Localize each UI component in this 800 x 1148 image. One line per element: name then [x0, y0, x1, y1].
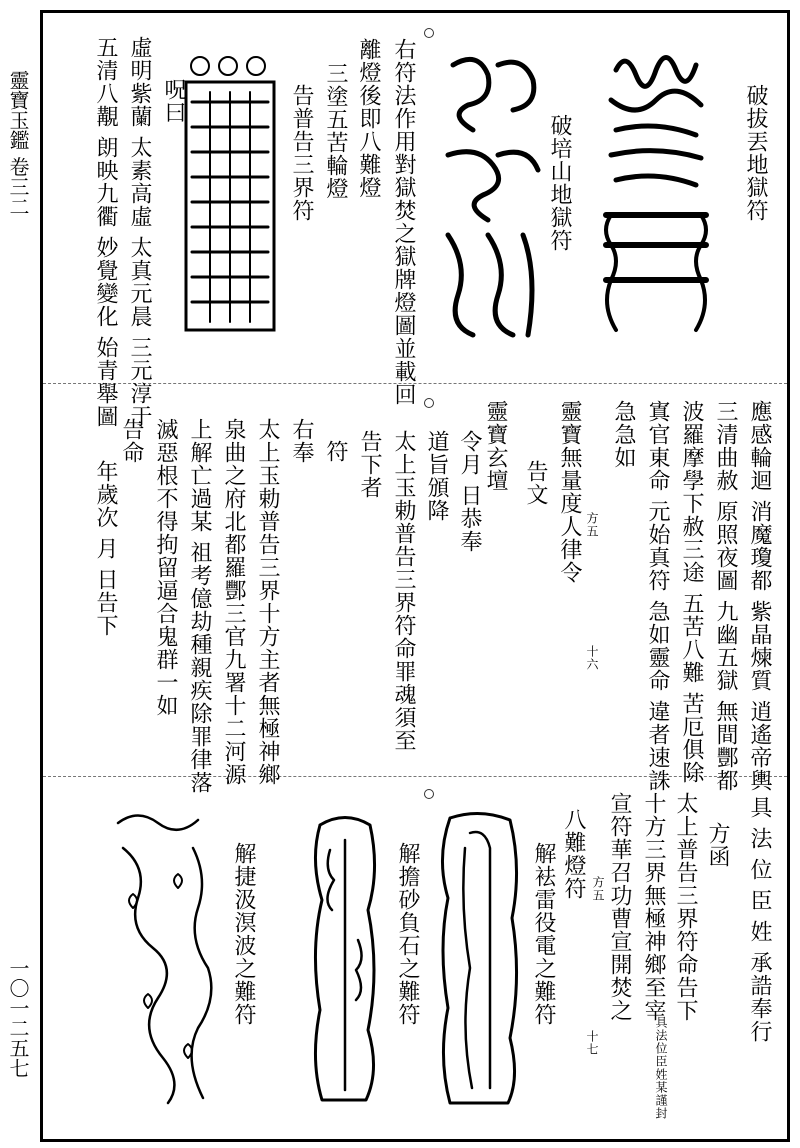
text-column: 解擔砂負石之難符 [395, 842, 420, 1026]
binding-hole [424, 789, 434, 799]
text-column: 三清曲赦 原照夜圖 九幽五獄 無間酆都 [713, 400, 738, 792]
talisman-title: 破拔丟地獄符 [743, 84, 768, 222]
talisman-title: 破培山地獄符 [547, 114, 572, 252]
page-number: 一〇一二五七 [6, 958, 30, 1078]
text-column: 上解亡過某 祖考億劫種親疾除罪律落 [187, 418, 212, 794]
text-column: 十方三界無極神鄉至宰 [641, 792, 666, 1022]
text-column: 年歲次 月 日告下 [93, 460, 118, 637]
book-title: 靈寶玉鑑 卷三二 [6, 70, 30, 217]
talisman-4 [300, 810, 390, 1110]
text-column: 太上玉勅普告三界符命罪魂須至 [391, 430, 416, 752]
section-divider-2 [43, 776, 787, 777]
text-column: 告命 [119, 418, 144, 464]
text-column: 告普告三界符 [289, 84, 314, 222]
text-column: 滅惡根不得拘留逼合鬼群一如 [153, 418, 178, 717]
text-column: 宣符華召功曹宣開焚之 [607, 792, 632, 1022]
talisman-2 [438, 45, 548, 345]
text-column: 三塗五苦輪燈 [323, 62, 348, 200]
text-column: 太上玉勅普告三界十方主者無極神鄉 [255, 418, 280, 786]
text-column: 告文 [523, 460, 548, 506]
page-note: 方五 [591, 876, 605, 902]
text-column: 解袪雷役電之難符 [531, 842, 556, 1026]
text-column: 太上普告三界符命告下 [673, 792, 698, 1022]
text-column: 泉曲之府北都羅酆三官九署十二河源 [221, 418, 246, 786]
text-column: 離燈後即八難燈 [356, 38, 381, 199]
text-column: 五清八覯 朗映九衢 妙覺變化 始青舉圖 [93, 36, 118, 428]
text-column: 右奉 [289, 418, 314, 464]
text-column: 方函 [705, 822, 730, 868]
text-column: 令月 日恭奉 [457, 430, 482, 553]
binding-hole [424, 398, 434, 408]
page-note: 十六 [585, 645, 599, 671]
text-column: 右符法作用對獄焚之獄牌燈圖並載回 [391, 38, 416, 406]
text-column: 具 法 位 臣 姓 承誥奉行 [747, 796, 772, 1043]
text-column: 靈寶玄壇 [483, 400, 508, 492]
text-column: 解捷汲溟波之難符 [231, 842, 256, 1026]
text-column: 虛明紫蘭 太素高虛 太真元晨 三元淳于 [127, 36, 152, 428]
text-column: 波羅摩學下赦三途 五苦八難 苦厄俱除 [679, 400, 704, 784]
text-column: 應感輪迴 消魔瓊都 紫晶煉質 逍遙帝輿 [747, 400, 772, 792]
text-column: 八難燈符 [561, 808, 586, 900]
text-column: 符 [323, 440, 348, 463]
text-column: 寘官東命 元始真符 急如靈命 違者速誅 [645, 400, 670, 792]
text-column: 急急如 [611, 400, 636, 469]
talisman-1 [596, 40, 716, 340]
text-column: 道旨頒降 [424, 430, 449, 522]
page-note: 方五 [585, 512, 599, 538]
talisman-3 [430, 808, 525, 1108]
text-column: 呪曰 [161, 78, 186, 124]
text-column: 告下者 [357, 430, 382, 499]
binding-hole [424, 28, 434, 38]
seal-talisman [180, 52, 280, 337]
text-column: 具法位臣姓某謹封 [654, 1016, 668, 1120]
text-column: 靈寶無量度人律令 [557, 400, 582, 584]
talisman-5 [108, 808, 223, 1108]
page-note: 十七 [585, 1030, 599, 1056]
